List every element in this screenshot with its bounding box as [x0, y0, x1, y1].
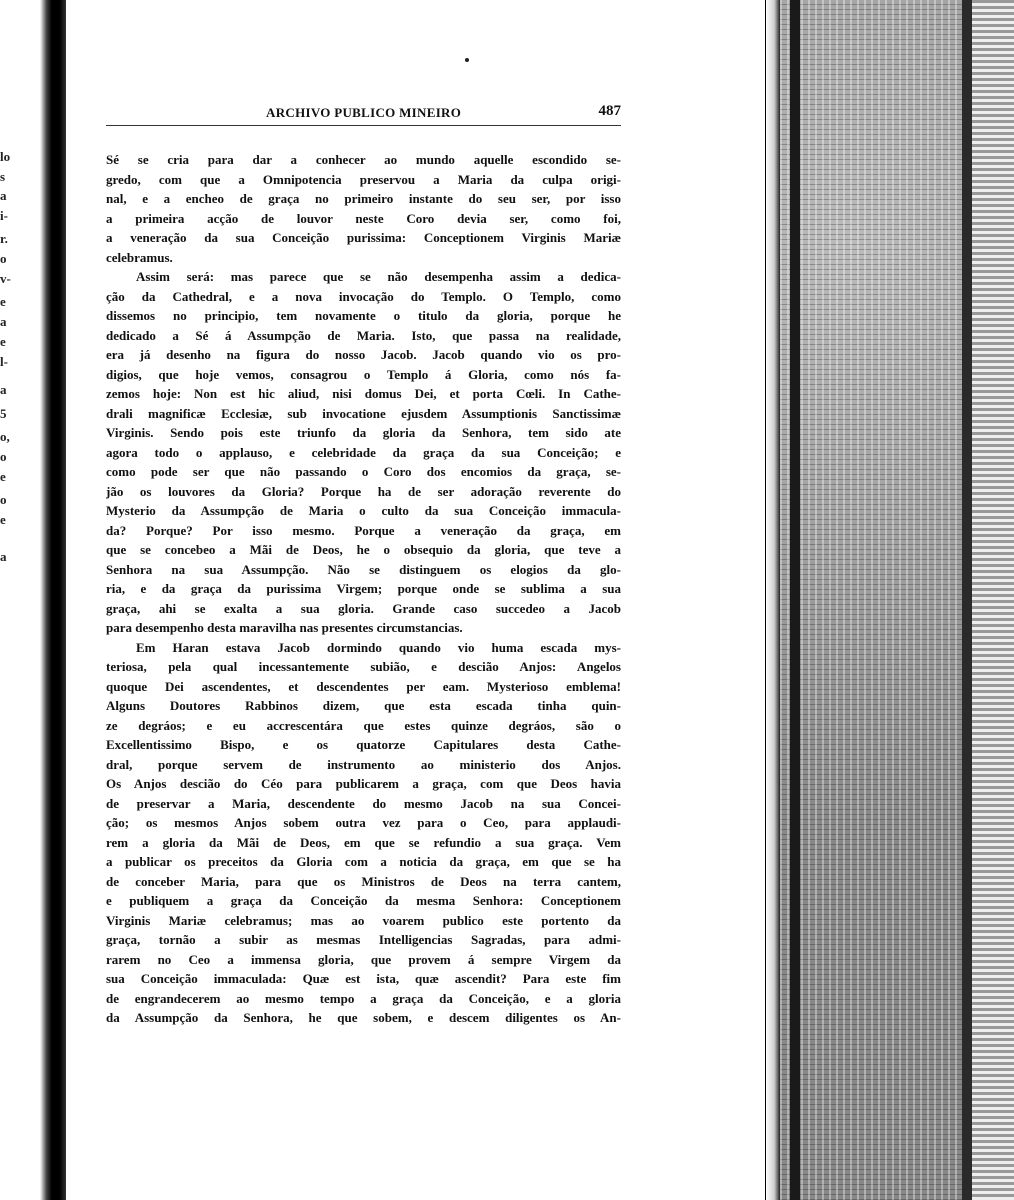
text-line: Assim será: mas parece que se não desempenha assim a dedica-: [136, 269, 621, 284]
text-line: graça, tornão a subir as mesmas Intelligencias Sagradas, para admi-: [106, 932, 621, 947]
text-line: Mysterio da Assumpção de Maria o culto da sua Conceição immacula-: [106, 503, 621, 518]
previous-page-gutter: [0, 0, 12, 1200]
text-line: gredo, com que a Omnipotencia preservou a Maria da culpa origi-: [106, 171, 621, 187]
text-line: ção da Cathedral, e a nova invocação do Templo. O Templo, como: [106, 288, 621, 304]
text-line: jão os louvores da Gloria? Porque ha de ser adoração reverente do: [106, 483, 621, 499]
text-line: da Assumpção da Senhora, he que sobem, e descem diligentes os An-: [106, 1010, 621, 1025]
text-line: rarem no Ceo a immensa gloria, que provem á sempre Virgem da: [106, 951, 621, 967]
text-line: celebramus.: [106, 249, 173, 265]
gutter-fragment: a: [0, 188, 7, 203]
gutter-fragment: v-: [0, 271, 11, 286]
text-line: agora todo o applauso, e celebridade da graça da sua Conceição; e: [106, 444, 621, 460]
text-line: Alguns Doutores Rabbinos dizem, que esta escada tinha quin-: [106, 698, 621, 713]
text-line: de preservar a Maria, descendente do mesmo Jacob na sua Concei-: [106, 795, 621, 811]
gutter-fragment: a: [0, 549, 7, 564]
gutter-fragment: l-: [0, 354, 8, 369]
text-line: drali magnificæ Ecclesiæ, sub invocatione ejusdem Assumptionis Sanctissimæ: [106, 405, 621, 421]
gutter-fragment: o: [0, 449, 7, 464]
gutter-fragment: e: [0, 334, 6, 349]
speck: [465, 58, 469, 62]
text-line: digios, que hoje vemos, consagrou o Templo á Gloria, como nós fa-: [106, 366, 621, 382]
gutter-fragment: e: [0, 512, 6, 527]
page-number: 487: [598, 103, 621, 119]
text-line: de engrandecerem ao mesmo tempo a graça da Conceição, e a gloria: [106, 990, 621, 1006]
gutter-fragment: 5: [0, 406, 7, 421]
fore-edge-striped-band: [972, 0, 1014, 1200]
text-line: graça, ahi se exalta a sua gloria. Grande caso succedeo a Jacob: [106, 600, 621, 616]
text-line: da? Porque? Por isso mesmo. Porque a veneração da graça, em: [106, 522, 621, 538]
text-line: quoque Dei ascendentes, et descendentes per eam. Mysterioso emblema!: [106, 678, 621, 694]
text-line: como pode ser que não passando o Coro dos encomios da graça, se-: [106, 464, 621, 479]
text-line: sua Conceição immaculada: Quæ est ista, quæ ascendit? Para este fim: [106, 971, 621, 986]
text-line: teriosa, pela qual incessantemente subião, e descião Anjos: Angelos: [106, 659, 621, 674]
text-line: Excellentissimo Bispo, e os quatorze Capitulares desta Cathe-: [106, 737, 621, 752]
fore-edge-dark-band: [790, 0, 800, 1200]
text-line: Sé se cria para dar a conhecer ao mundo aquelle escondido se-: [106, 152, 621, 167]
text-line: dedicado a Sé á Assumpção de Maria. Isto, que passa na realidade,: [106, 327, 621, 343]
gutter-fragment: s: [0, 169, 6, 184]
header-title: ARCHIVO PUBLICO MINEIRO: [266, 105, 462, 120]
text-line: Senhora na sua Assumpção. Não se distinguem os elogios da glo-: [106, 561, 621, 577]
gutter-fragment: o,: [0, 429, 10, 444]
text-line: era já desenho na figura do nosso Jacob. Jacob quando vio os pro-: [106, 347, 621, 362]
text-line: Em Haran estava Jacob dormindo quando vio huma escada mys-: [136, 639, 621, 655]
gutter-fragment: r.: [0, 231, 8, 246]
running-header: [106, 103, 621, 126]
gutter-fragment: i-: [0, 208, 8, 223]
gutter-fragment: a: [0, 382, 7, 397]
gutter-fragment: e: [0, 294, 6, 309]
gutter-fragment: e: [0, 469, 6, 484]
page-edge-shadow: [766, 0, 780, 1200]
text-line: a publicar os preceitos da Gloria com a noticia da graça, em que se ha: [106, 854, 621, 869]
book-spine-shadow: [40, 0, 66, 1200]
gutter-fragment: o: [0, 251, 7, 266]
gutter-fragment: o: [0, 492, 7, 507]
gutter-fragment: a: [0, 314, 7, 329]
text-line: de conceber Maria, para que os Ministros de Deos na terra cantem,: [106, 873, 621, 889]
text-line: rem a gloria da Mãi de Deos, em que se refundio a sua graça. Vem: [106, 834, 621, 850]
text-line: Virginis Mariæ celebramus; mas ao voarem publico este portento da: [106, 912, 621, 928]
text-line: dral, porque servem de instrumento ao ministerio dos Anjos.: [106, 756, 621, 772]
text-line: ze degráos; e eu accrescentára que estes quinze degráos, são o: [106, 717, 621, 733]
body-text: [106, 150, 621, 1028]
text-line: zemos hoje: Non est hic aliud, nisi domus Dei, et porta Cœli. In Cathe-: [106, 386, 621, 401]
text-line: e publiquem a graça da Conceição da mesma Senhora: Conceptionem: [106, 893, 621, 908]
text-line: ção; os mesmos Anjos sobem outra vez para o Ceo, para applaudi-: [106, 815, 621, 830]
text-line: a veneração da sua Conceição purissima: Conceptionem Virginis Mariæ: [106, 230, 621, 245]
text-line: a primeira acção de louvor neste Coro devia ser, como foi,: [106, 210, 621, 226]
text-line: nal, e a encheo de graça no primeiro instante do seu ser, por isso: [106, 191, 621, 206]
fore-edge-dark-band-right: [962, 0, 972, 1200]
gutter-fragment: lo: [0, 149, 11, 164]
text-line: Virginis. Sendo pois este triunfo da gloria da Senhora, tem sido ate: [106, 425, 621, 440]
text-line: ria, e da graça da purissima Virgem; porque onde se sublima a sua: [106, 581, 621, 596]
text-line: Os Anjos descião do Céo para publicarem a graça, com que Deos havia: [106, 776, 621, 791]
text-line: que se concebeo a Mãi de Deos, he o obsequio da gloria, que teve a: [106, 542, 621, 557]
text-line: dissemos no principio, tem novamente o titulo da gloria, porque he: [106, 308, 621, 323]
text-line: para desempenho desta maravilha nas presentes circumstancias.: [106, 620, 463, 635]
